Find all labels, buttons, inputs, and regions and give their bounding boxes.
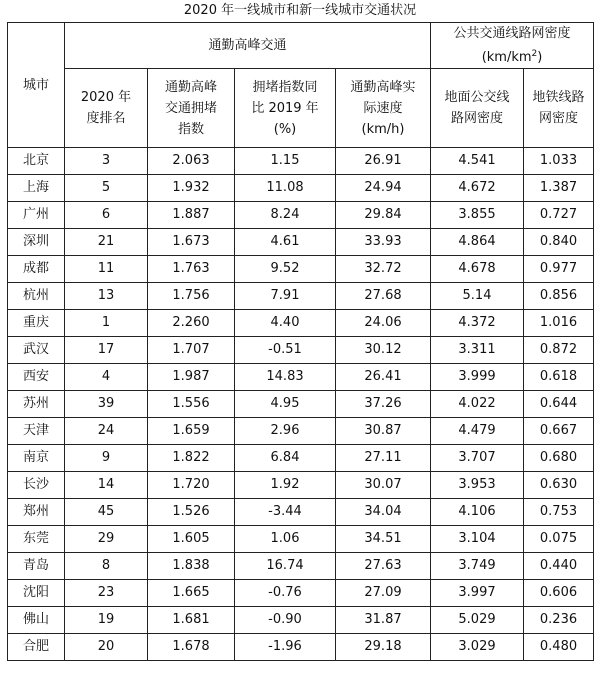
city-cell: 西安 bbox=[8, 364, 65, 391]
peak-speed-cell: 26.41 bbox=[336, 364, 431, 391]
bus-density-cell: 3.999 bbox=[431, 364, 524, 391]
metro-density-cell: 1.387 bbox=[524, 175, 594, 202]
table-row bbox=[8, 634, 594, 661]
congestion-index-cell: 1.673 bbox=[148, 229, 235, 256]
congestion-index-cell: 1.932 bbox=[148, 175, 235, 202]
header-commute-group: 通勤高峰交通 bbox=[65, 23, 431, 69]
city-cell: 天津 bbox=[8, 418, 65, 445]
yoy-change-cell: 1.06 bbox=[235, 526, 336, 553]
table-row bbox=[8, 175, 594, 202]
bus-density-cell: 3.953 bbox=[431, 472, 524, 499]
peak-speed-cell: 33.93 bbox=[336, 229, 431, 256]
table-row bbox=[8, 148, 594, 175]
rank-cell: 13 bbox=[65, 283, 148, 310]
bus-density-cell: 4.678 bbox=[431, 256, 524, 283]
yoy-change-cell: 11.08 bbox=[235, 175, 336, 202]
bus-density-cell: 3.997 bbox=[431, 580, 524, 607]
congestion-index-cell: 1.665 bbox=[148, 580, 235, 607]
rank-cell: 6 bbox=[65, 202, 148, 229]
peak-speed-cell: 34.04 bbox=[336, 499, 431, 526]
congestion-index-cell: 1.838 bbox=[148, 553, 235, 580]
congestion-index-cell: 1.720 bbox=[148, 472, 235, 499]
peak-speed-cell: 30.07 bbox=[336, 472, 431, 499]
peak-speed-cell: 27.68 bbox=[336, 283, 431, 310]
metro-density-cell: 0.440 bbox=[524, 553, 594, 580]
yoy-change-cell: 16.74 bbox=[235, 553, 336, 580]
rank-cell: 39 bbox=[65, 391, 148, 418]
metro-density-cell: 0.856 bbox=[524, 283, 594, 310]
table-row bbox=[8, 526, 594, 553]
header-bus-density: 地面公交线 路网密度 bbox=[431, 69, 524, 148]
table-row bbox=[8, 202, 594, 229]
bus-density-cell: 4.672 bbox=[431, 175, 524, 202]
city-cell: 东莞 bbox=[8, 526, 65, 553]
peak-speed-cell: 26.91 bbox=[336, 148, 431, 175]
rank-cell: 11 bbox=[65, 256, 148, 283]
city-cell: 长沙 bbox=[8, 472, 65, 499]
congestion-index-cell: 1.756 bbox=[148, 283, 235, 310]
city-cell: 佛山 bbox=[8, 607, 65, 634]
city-cell: 北京 bbox=[8, 148, 65, 175]
table-row bbox=[8, 283, 594, 310]
congestion-index-cell: 2.063 bbox=[148, 148, 235, 175]
header-rank: 2020 年 度排名 bbox=[65, 69, 148, 148]
metro-density-cell: 0.680 bbox=[524, 445, 594, 472]
density-group-title: 公共交通线路网密度 bbox=[453, 26, 571, 41]
peak-speed-cell: 24.06 bbox=[336, 310, 431, 337]
yoy-change-cell: -1.96 bbox=[235, 634, 336, 661]
city-cell: 上海 bbox=[8, 175, 65, 202]
rank-cell: 24 bbox=[65, 418, 148, 445]
yoy-change-cell: 8.24 bbox=[235, 202, 336, 229]
city-cell: 深圳 bbox=[8, 229, 65, 256]
metro-density-cell: 0.667 bbox=[524, 418, 594, 445]
yoy-change-cell: 6.84 bbox=[235, 445, 336, 472]
bus-density-cell: 4.372 bbox=[431, 310, 524, 337]
bus-density-cell: 5.14 bbox=[431, 283, 524, 310]
city-cell: 重庆 bbox=[8, 310, 65, 337]
table-row bbox=[8, 229, 594, 256]
congestion-index-cell: 1.763 bbox=[148, 256, 235, 283]
table-row bbox=[8, 580, 594, 607]
yoy-change-cell: 2.96 bbox=[235, 418, 336, 445]
metro-density-cell: 1.033 bbox=[524, 148, 594, 175]
city-cell: 广州 bbox=[8, 202, 65, 229]
congestion-index-cell: 1.822 bbox=[148, 445, 235, 472]
city-cell: 合肥 bbox=[8, 634, 65, 661]
header-metro-density: 地铁线路 网密度 bbox=[524, 69, 594, 148]
rank-cell: 14 bbox=[65, 472, 148, 499]
yoy-change-cell: 4.95 bbox=[235, 391, 336, 418]
bus-density-cell: 4.106 bbox=[431, 499, 524, 526]
metro-density-cell: 0.977 bbox=[524, 256, 594, 283]
table-body bbox=[8, 148, 594, 661]
congestion-index-cell: 1.605 bbox=[148, 526, 235, 553]
table-row bbox=[8, 445, 594, 472]
yoy-change-cell: -3.44 bbox=[235, 499, 336, 526]
bus-density-cell: 3.104 bbox=[431, 526, 524, 553]
table-row bbox=[8, 472, 594, 499]
yoy-change-cell: -0.76 bbox=[235, 580, 336, 607]
rank-cell: 8 bbox=[65, 553, 148, 580]
metro-density-cell: 0.840 bbox=[524, 229, 594, 256]
bus-density-cell: 4.022 bbox=[431, 391, 524, 418]
peak-speed-cell: 30.12 bbox=[336, 337, 431, 364]
yoy-change-cell: 4.61 bbox=[235, 229, 336, 256]
metro-density-cell: 0.236 bbox=[524, 607, 594, 634]
yoy-change-cell: 7.91 bbox=[235, 283, 336, 310]
yoy-change-cell: 1.92 bbox=[235, 472, 336, 499]
rank-cell: 29 bbox=[65, 526, 148, 553]
city-cell: 成都 bbox=[8, 256, 65, 283]
metro-density-cell: 0.872 bbox=[524, 337, 594, 364]
congestion-index-cell: 1.678 bbox=[148, 634, 235, 661]
metro-density-cell: 1.016 bbox=[524, 310, 594, 337]
yoy-change-cell: 4.40 bbox=[235, 310, 336, 337]
table-row bbox=[8, 553, 594, 580]
congestion-index-cell: 1.659 bbox=[148, 418, 235, 445]
rank-cell: 21 bbox=[65, 229, 148, 256]
table-row bbox=[8, 310, 594, 337]
header-congestion-index: 通勤高峰 交通拥堵 指数 bbox=[148, 69, 235, 148]
rank-cell: 19 bbox=[65, 607, 148, 634]
peak-speed-cell: 34.51 bbox=[336, 526, 431, 553]
peak-speed-cell: 27.09 bbox=[336, 580, 431, 607]
table-row bbox=[8, 499, 594, 526]
peak-speed-cell: 32.72 bbox=[336, 256, 431, 283]
peak-speed-cell: 27.11 bbox=[336, 445, 431, 472]
table-row bbox=[8, 337, 594, 364]
bus-density-cell: 5.029 bbox=[431, 607, 524, 634]
bus-density-cell: 3.749 bbox=[431, 553, 524, 580]
table-title: 2020 年一线城市和新一线城市交通状况 bbox=[183, 3, 417, 18]
yoy-change-cell: 9.52 bbox=[235, 256, 336, 283]
density-group-unit: $(km/km^2)$ bbox=[481, 49, 543, 65]
rank-cell: 3 bbox=[65, 148, 148, 175]
metro-density-cell: 0.727 bbox=[524, 202, 594, 229]
congestion-index-cell: 2.260 bbox=[148, 310, 235, 337]
peak-speed-cell: 30.87 bbox=[336, 418, 431, 445]
rank-cell: 5 bbox=[65, 175, 148, 202]
metro-density-cell: 0.644 bbox=[524, 391, 594, 418]
bus-density-cell: 3.707 bbox=[431, 445, 524, 472]
peak-speed-cell: 29.18 bbox=[336, 634, 431, 661]
rank-cell: 23 bbox=[65, 580, 148, 607]
traffic-table bbox=[7, 22, 594, 661]
city-cell: 郑州 bbox=[8, 499, 65, 526]
peak-speed-cell: 29.84 bbox=[336, 202, 431, 229]
city-cell: 沈阳 bbox=[8, 580, 65, 607]
rank-cell: 20 bbox=[65, 634, 148, 661]
yoy-change-cell: 14.83 bbox=[235, 364, 336, 391]
congestion-index-cell: 1.556 bbox=[148, 391, 235, 418]
congestion-index-cell: 1.526 bbox=[148, 499, 235, 526]
rank-cell: 4 bbox=[65, 364, 148, 391]
city-cell: 杭州 bbox=[8, 283, 65, 310]
peak-speed-cell: 24.94 bbox=[336, 175, 431, 202]
bus-density-cell: 4.864 bbox=[431, 229, 524, 256]
congestion-index-cell: 1.707 bbox=[148, 337, 235, 364]
table-row bbox=[8, 418, 594, 445]
table-row bbox=[8, 364, 594, 391]
header-yoy-change: 拥堵指数同 比 2019 年 (%) bbox=[235, 69, 336, 148]
header-city: 城市 bbox=[8, 23, 65, 148]
congestion-index-cell: 1.987 bbox=[148, 364, 235, 391]
table-row bbox=[8, 256, 594, 283]
rank-cell: 17 bbox=[65, 337, 148, 364]
city-cell: 苏州 bbox=[8, 391, 65, 418]
header-density-group bbox=[431, 23, 594, 69]
yoy-change-cell: -0.90 bbox=[235, 607, 336, 634]
rank-cell: 1 bbox=[65, 310, 148, 337]
bus-density-cell: 3.311 bbox=[431, 337, 524, 364]
city-cell: 南京 bbox=[8, 445, 65, 472]
metro-density-cell: 0.480 bbox=[524, 634, 594, 661]
congestion-index-cell: 1.887 bbox=[148, 202, 235, 229]
yoy-change-cell: 1.15 bbox=[235, 148, 336, 175]
metro-density-cell: 0.606 bbox=[524, 580, 594, 607]
bus-density-cell: 4.479 bbox=[431, 418, 524, 445]
table-row bbox=[8, 607, 594, 634]
rank-cell: 45 bbox=[65, 499, 148, 526]
header-peak-speed: 通勤高峰实 际速度 (km/h) bbox=[336, 69, 431, 148]
city-cell: 武汉 bbox=[8, 337, 65, 364]
bus-density-cell: 3.029 bbox=[431, 634, 524, 661]
table-row bbox=[8, 391, 594, 418]
congestion-index-cell: 1.681 bbox=[148, 607, 235, 634]
bus-density-cell: 4.541 bbox=[431, 148, 524, 175]
metro-density-cell: 0.630 bbox=[524, 472, 594, 499]
bus-density-cell: 3.855 bbox=[431, 202, 524, 229]
peak-speed-cell: 27.63 bbox=[336, 553, 431, 580]
rank-cell: 9 bbox=[65, 445, 148, 472]
peak-speed-cell: 37.26 bbox=[336, 391, 431, 418]
metro-density-cell: 0.075 bbox=[524, 526, 594, 553]
yoy-change-cell: -0.51 bbox=[235, 337, 336, 364]
peak-speed-cell: 31.87 bbox=[336, 607, 431, 634]
metro-density-cell: 0.618 bbox=[524, 364, 594, 391]
city-cell: 青岛 bbox=[8, 553, 65, 580]
metro-density-cell: 0.753 bbox=[524, 499, 594, 526]
